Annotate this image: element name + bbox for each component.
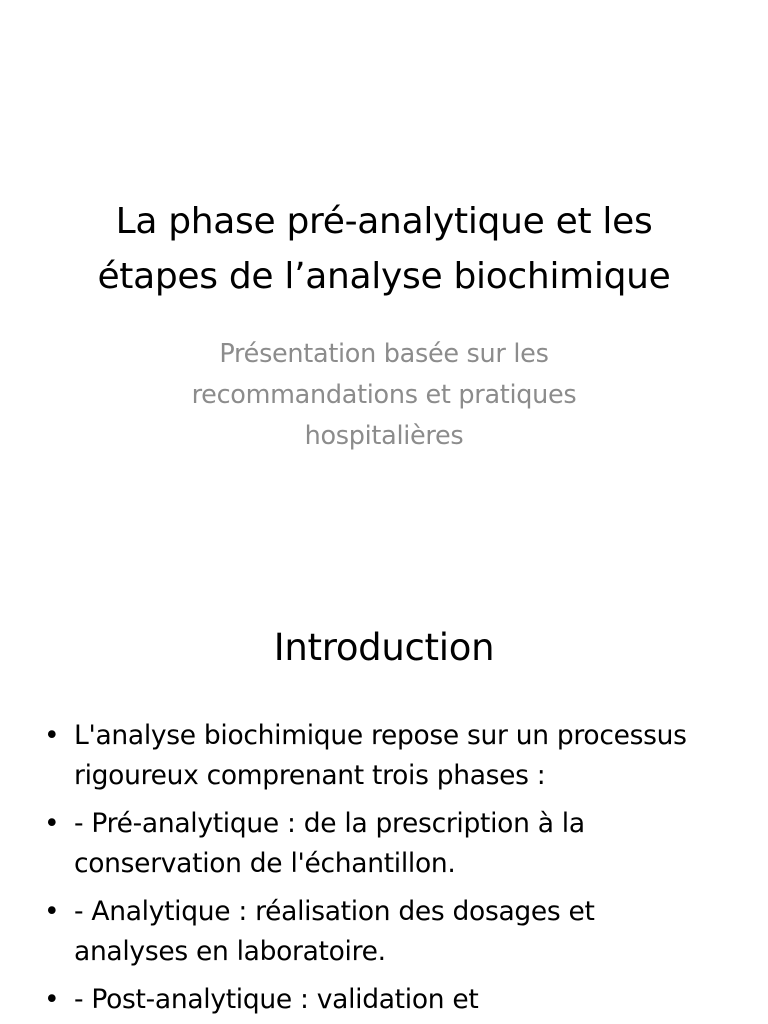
bullet-text-line-1: L'analyse biochimique repose sur un processus	[74, 720, 687, 751]
bullet-item	[40, 892, 748, 972]
bullet-text-line-1: - Post-analytique : validation et	[74, 984, 479, 1015]
slide-subtitle-line-2: recommandations et pratiques	[191, 380, 577, 410]
introduction-heading: Introduction	[273, 626, 495, 669]
bullet-text-line-1: - Pré-analytique : de la prescription à la	[74, 808, 585, 839]
slide-subtitle	[120, 334, 648, 457]
bullet-dot-icon: •	[44, 808, 60, 839]
slide-title-line-2: étapes de l’analyse biochimique	[97, 256, 671, 297]
bullet-dot-icon: •	[44, 896, 60, 927]
slide-title-line-1: La phase pré-analytique et les	[115, 201, 653, 242]
slide-subtitle-line-1: Présentation basée sur les	[219, 339, 549, 369]
bullet-item	[40, 804, 748, 884]
bullet-dot-icon: •	[44, 984, 60, 1015]
bullet-text-line-2: rigoureux comprenant trois phases :	[74, 760, 546, 791]
bullet-text-line-2: conservation de l'échantillon.	[74, 848, 456, 879]
bullet-text-line-2: analyses en laboratoire.	[74, 936, 386, 967]
slide-title	[40, 194, 728, 304]
bullet-item	[40, 980, 748, 1020]
bullet-list	[40, 716, 748, 1024]
slide-subtitle-line-3: hospitalières	[304, 421, 464, 451]
bullet-item	[40, 716, 748, 796]
bullet-dot-icon: •	[44, 720, 60, 751]
introduction-slide	[0, 576, 768, 1024]
bullet-text-line-1: - Analytique : réalisation des dosages et	[74, 896, 595, 927]
